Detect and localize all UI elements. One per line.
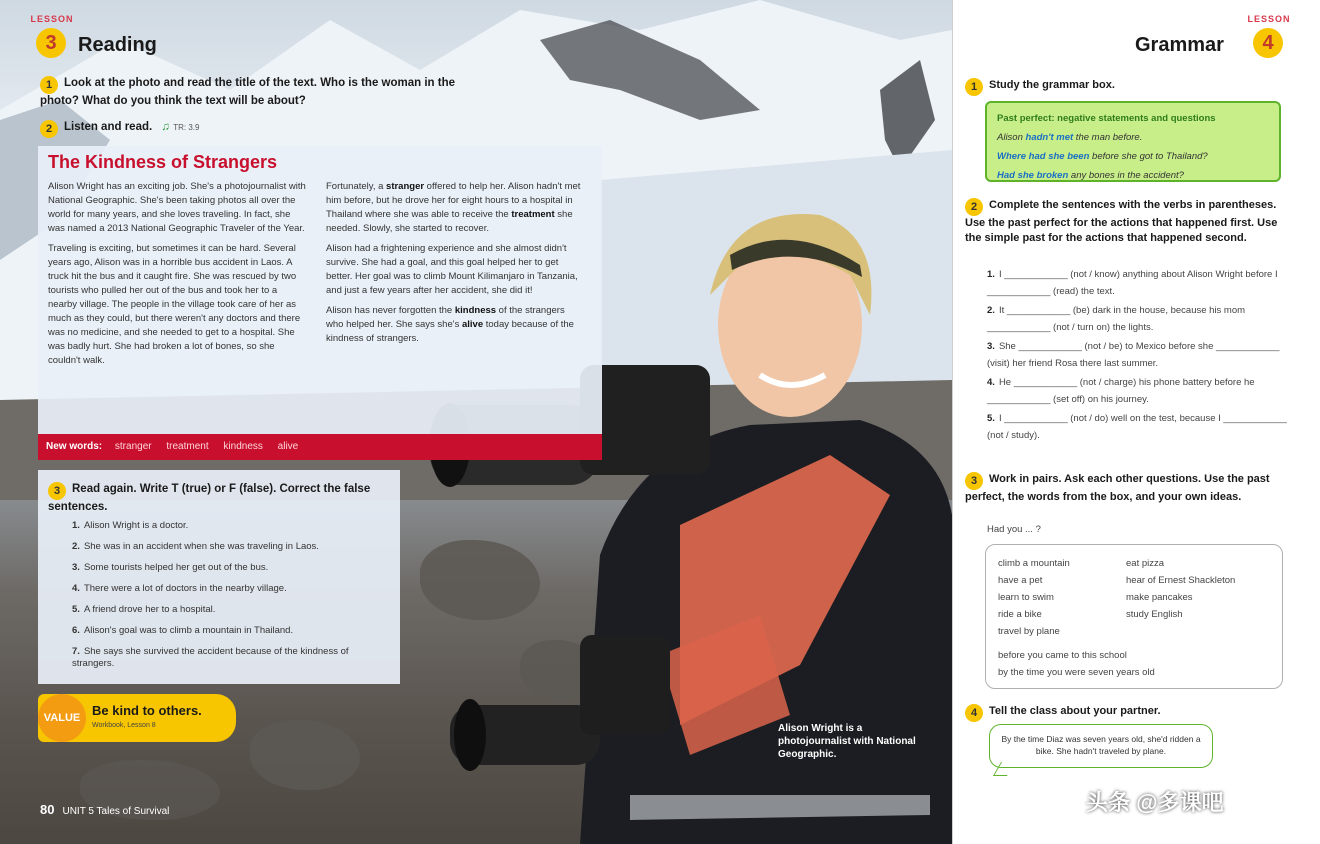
- new-word: kindness: [223, 441, 263, 452]
- list-item: 7. She says she survived the accident because of the kindness of strangers.: [72, 646, 349, 669]
- list-item[interactable]: 5. I ____________ (not / do) well on the test, because I ____________ (not / study).: [987, 413, 1287, 441]
- lesson-label: LESSON: [1247, 14, 1291, 24]
- grammar-box-title: Past perfect: negative statements and questions: [997, 113, 1216, 124]
- new-word: stranger: [114, 441, 152, 452]
- list-item[interactable]: 4. He ____________ (not / charge) his phone battery before he ____________ (set off) on his journey.: [987, 377, 1255, 405]
- value-badge: VALUE: [38, 694, 86, 742]
- exercise-number: 4: [965, 704, 983, 722]
- list-item: 5. A friend drove her to a hospital.: [72, 604, 216, 615]
- speech-bubble: By the time Diaz was seven years old, she'd ridden a bike. She hadn't traveled by plane.: [989, 724, 1213, 768]
- audio-track: TR: 3.9: [173, 123, 200, 132]
- paragraph: Fortunately, a stranger offered to help her. Alison hadn't met him before, but he drove her for eight hours to a hospital in Thailand where she was able to receive the treatment she needed. Slowly, she started to recover.: [326, 181, 581, 234]
- page-title: Reading: [78, 34, 157, 56]
- lesson-label: LESSON: [30, 14, 74, 24]
- list-item[interactable]: 1. I ____________ (not / know) anything about Alison Wright before I ____________ (read) the text.: [987, 269, 1278, 297]
- reading-passage: [38, 146, 602, 434]
- exercise-text: Read again. Write T (true) or F (false). Correct the false sentences.: [48, 483, 371, 513]
- word-column-1: climb a mountain have a pet learn to swim ride a bike travel by plane: [998, 558, 1070, 637]
- list-item: 3. Some tourists helped her get out of the bus.: [72, 562, 269, 573]
- statement-list: [72, 520, 392, 679]
- list-item: 4. There were a lot of doctors in the nearby village.: [72, 583, 287, 594]
- exercise-3-instruction: [965, 472, 1285, 505]
- unit-title: UNIT 5 Tales of Survival: [62, 806, 170, 817]
- exercise-text: Tell the class about your partner.: [989, 705, 1161, 717]
- fill-in-list: [987, 266, 1287, 446]
- exercise-number: 1: [40, 76, 58, 94]
- grammar-box: [985, 101, 1281, 182]
- paragraph: Alison has never forgotten the kindness of the strangers who helped her. She says she's alive today because of the kindness of strangers.: [326, 305, 574, 344]
- exercise-1-instruction: [965, 78, 1285, 96]
- audio-icon[interactable]: ♫: [161, 121, 171, 133]
- new-word: alive: [277, 441, 299, 452]
- lesson-badge: [30, 14, 74, 58]
- grammar-example: Had she broken any bones in the accident?: [997, 170, 1184, 181]
- new-words-bar: [38, 434, 602, 460]
- new-word: treatment: [166, 441, 209, 452]
- lesson-badge: [1247, 14, 1291, 58]
- question-prompt: Had you ... ?: [987, 524, 1041, 535]
- exercise-2-instruction: [40, 120, 199, 138]
- paragraph: Alison Wright has an exciting job. She's a photojournalist with National Geographic. She's been taking photos all over the world for many years, and she loves traveling. In fact, she was named a 2013 National Geographic Traveler of the Year.: [48, 181, 306, 234]
- value-text: Be kind to others.: [92, 703, 202, 718]
- exercise-1-instruction: [40, 76, 480, 109]
- value-workbook-ref: Workbook, Lesson 8: [92, 722, 156, 729]
- word-column-2: eat pizza hear of Ernest Shackleton make pancakes study English: [1126, 558, 1236, 620]
- grammar-example: Alison hadn't met the man before.: [997, 132, 1143, 143]
- list-item: 1. Alison Wright is a doctor.: [72, 520, 189, 531]
- exercise-text: Work in pairs. Ask each other questions. Use the past perfect, the words from the box, and your own ideas.: [965, 473, 1270, 503]
- list-item: 6. Alison's goal was to climb a mountain in Thailand.: [72, 625, 294, 636]
- exercise-text: Study the grammar box.: [989, 79, 1115, 91]
- list-item[interactable]: 3. She ____________ (not / be) to Mexico before she ____________ (visit) her friend Rosa there last summer.: [987, 341, 1280, 369]
- exercise-text: Complete the sentences with the verbs in parentheses. Use the past perfect for the actions that happened first. Use the simple past for the actions that happened second.: [965, 199, 1278, 244]
- exercise-3-instruction: [48, 482, 388, 515]
- watermark: 头条 @多课吧: [1086, 790, 1224, 815]
- true-false-exercise: [38, 470, 400, 684]
- rock: [250, 720, 360, 790]
- grammar-page: [952, 0, 1320, 844]
- exercise-2-instruction: [965, 198, 1285, 246]
- photo-caption: Alison Wright is a photojournalist with National Geographic.: [778, 723, 916, 760]
- value-callout: [38, 694, 236, 742]
- word-box: [985, 544, 1283, 689]
- word-phrases: before you came to this school by the time you were seven years old: [998, 650, 1155, 678]
- reading-column-2: [326, 180, 584, 352]
- page-number: 80: [40, 802, 55, 817]
- new-words-label: New words:: [46, 441, 103, 452]
- page-footer: [40, 802, 169, 817]
- lesson-number: 4: [1253, 28, 1283, 58]
- grammar-example: Where had she been before she got to Thailand?: [997, 151, 1208, 162]
- exercise-number: 1: [965, 78, 983, 96]
- page-title: Grammar: [1135, 34, 1224, 56]
- exercise-number: 2: [965, 198, 983, 216]
- paragraph: Traveling is exciting, but sometimes it can be hard. Several years ago, Alison was in a horrible bus accident in Laos. A truck hit the bus and it caught fire. She was rescued by two tourists who pulled her out of the bus and took her to a nearby village. The people in the village took care of her as much as they could, but there weren't any doctors and there was no medicine, and she needed to get to a hospital. She was badly hurt. She had broken a lot of bones, so she couldn't walk.: [48, 243, 301, 366]
- paragraph: Alison had a frightening experience and she almost didn't survive. She had a goal, and this goal helped her to get better. Her goal was to climb Mount Kilimanjaro in Tanzania, and just a few years after her accident, she did it!: [326, 243, 578, 296]
- list-item: 2. She was in an accident when she was traveling in Laos.: [72, 541, 319, 552]
- lesson-number: 3: [36, 28, 66, 58]
- exercise-number: 3: [48, 482, 66, 500]
- exercise-text: Look at the photo and read the title of the text. Who is the woman in the photo? What do you think the text will be about?: [40, 77, 456, 107]
- exercise-4-instruction: [965, 704, 1285, 722]
- reading-column-1: [48, 180, 306, 374]
- reading-title: The Kindness of Strangers: [48, 152, 278, 172]
- exercise-text: Listen and read.: [64, 121, 153, 133]
- list-item[interactable]: 2. It ____________ (be) dark in the house, because his mom ____________ (not / turn on) the lights.: [987, 305, 1246, 333]
- exercise-number: 3: [965, 472, 983, 490]
- exercise-number: 2: [40, 120, 58, 138]
